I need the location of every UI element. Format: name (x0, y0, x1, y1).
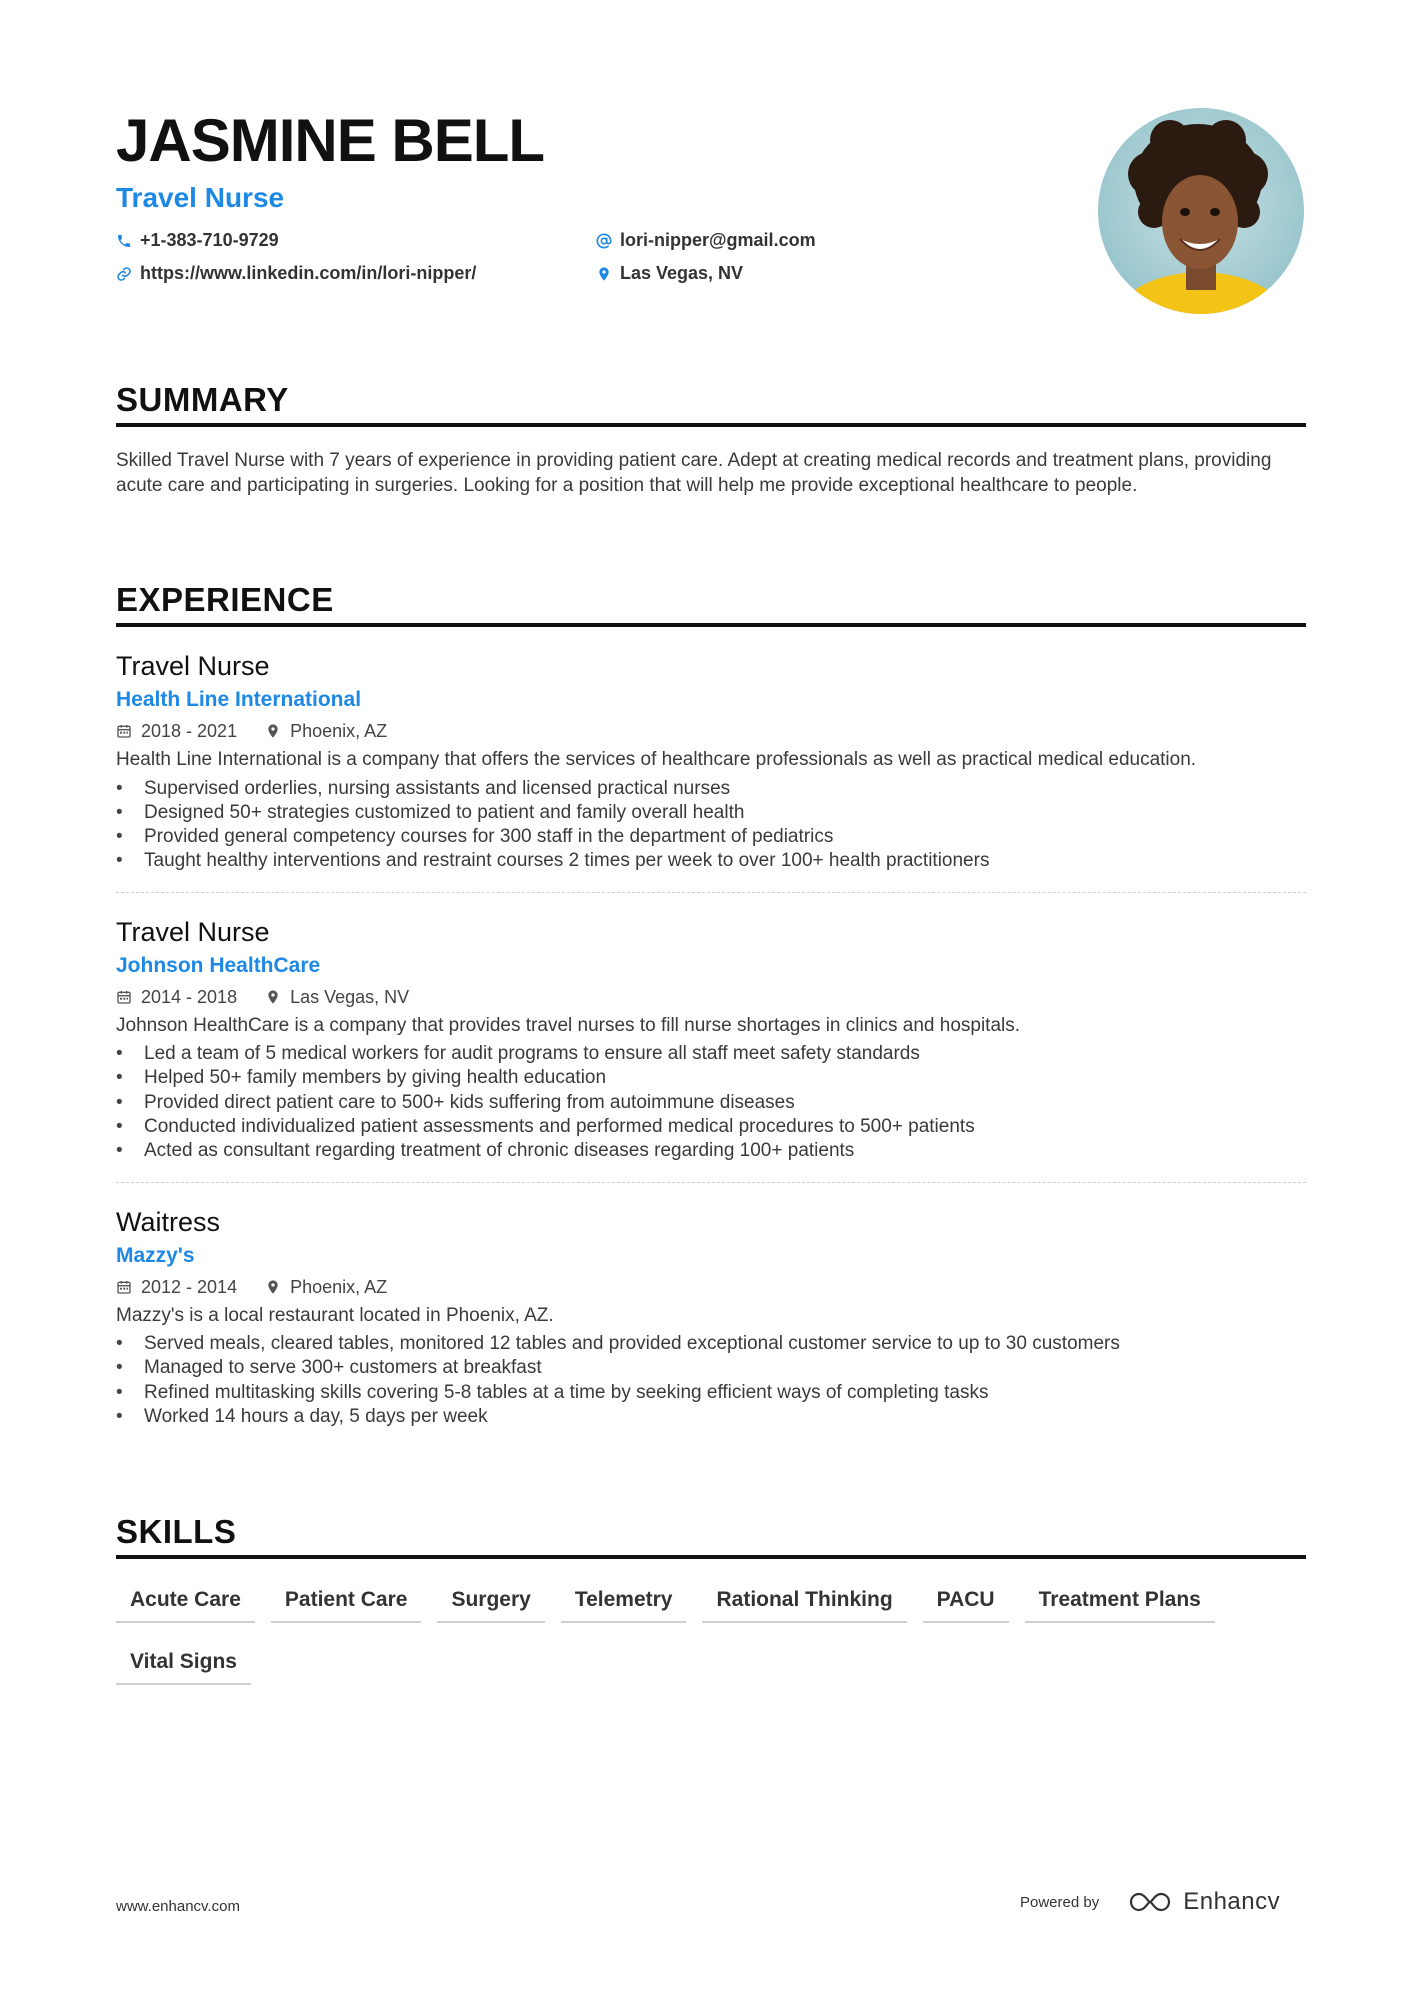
job-dates (116, 717, 237, 745)
contact-linkedin[interactable] (116, 263, 596, 284)
skill-tag: Surgery (437, 1581, 544, 1623)
achievement-item: • Helped 50+ family members by giving health education (116, 1066, 1306, 1090)
phone-text: +1-383-710-9729 (140, 230, 279, 250)
calendar-icon (116, 1279, 132, 1295)
achievement-list (116, 777, 1306, 874)
contact-email[interactable] (596, 230, 996, 251)
skill-tag: Treatment Plans (1025, 1581, 1215, 1623)
brand-name: Enhancv (1183, 1888, 1281, 1915)
achievement-item: • Served meals, cleared tables, monitored 12 tables and provided exceptional customer service to up to 30 customers (116, 1332, 1306, 1356)
skill-tag: PACU (923, 1581, 1009, 1623)
summary-heading: SUMMARY (116, 380, 1306, 427)
map-pin-icon (596, 266, 612, 282)
job-location-text: Las Vegas, NV (290, 986, 410, 1007)
link-icon (116, 266, 132, 282)
company-name[interactable]: Mazzy's (116, 1243, 195, 1267)
candidate-role: Travel Nurse (116, 182, 285, 213)
job-title: Waitress (116, 1206, 221, 1237)
job-dates-text: 2018 - 2021 (141, 721, 238, 741)
company-name[interactable]: Johnson HealthCare (116, 953, 321, 977)
company-description: Health Line International is a company that offers the services of healthcare professionals as well as practical medical education. (116, 749, 1197, 770)
job-dates-text: 2012 - 2014 (141, 1276, 238, 1297)
linkedin-text: https://www.linkedin.com/in/lori-nipper/ (140, 263, 477, 283)
achievement-item: • Provided direct patient care to 500+ kids suffering from autoimmune diseases (116, 1091, 1306, 1115)
location-text: Las Vegas, NV (620, 263, 744, 283)
job-dates (116, 983, 237, 1011)
contact-location (596, 263, 996, 284)
map-pin-icon (265, 1279, 281, 1295)
infinity-logo-icon (1127, 1889, 1173, 1915)
company-description: Johnson HealthCare is a company that provides travel nurses to fill nurse shortages in clinics and hospitals. (116, 1014, 1021, 1036)
summary-section (116, 380, 1306, 498)
map-pin-icon (265, 989, 281, 1005)
job-location (265, 1273, 387, 1301)
job-meta (116, 717, 1306, 745)
experience-heading: EXPERIENCE (116, 580, 1306, 627)
candidate-name: JASMINE BELL (116, 107, 545, 174)
skill-tag: Rational Thinking (702, 1581, 906, 1623)
experience-entry (116, 1183, 1306, 1448)
footer-website[interactable]: www.enhancv.com (116, 1898, 240, 1915)
job-meta (116, 1273, 1306, 1301)
skills-list (116, 1581, 1306, 1685)
experience-entry (116, 627, 1306, 893)
experience-section (116, 580, 1306, 1447)
footer-branding (1020, 1888, 1280, 1916)
achievement-list (116, 1332, 1306, 1429)
company-name[interactable]: Health Line International (116, 688, 362, 711)
job-location (265, 717, 387, 745)
job-title: Travel Nurse (116, 916, 270, 947)
skills-section (116, 1512, 1306, 1685)
achievement-item: • Acted as consultant regarding treatment of chronic diseases regarding 100+ patients (116, 1139, 1306, 1163)
calendar-icon (116, 989, 132, 1005)
job-location-text: Phoenix, AZ (290, 1276, 388, 1297)
job-location (265, 983, 409, 1011)
achievement-item: • Worked 14 hours a day, 5 days per week (116, 1405, 1306, 1429)
powered-by-label: Powered by (1020, 1893, 1100, 1911)
achievement-item: • Supervised orderlies, nursing assistants and licensed practical nurses (116, 777, 1306, 801)
phone-icon (116, 233, 132, 249)
experience-entry (116, 893, 1306, 1183)
at-icon (596, 233, 612, 249)
skill-tag: Acute Care (116, 1581, 255, 1623)
achievement-item: • Designed 50+ strategies customized to patient and family overall health (116, 801, 1306, 825)
achievement-item: • Conducted individualized patient assessments and performed medical procedures to 500+ patients (116, 1115, 1306, 1139)
avatar-illustration (1098, 108, 1304, 314)
company-description: Mazzy's is a local restaurant located in Phoenix, AZ. (116, 1304, 554, 1326)
email-text: lori-nipper@gmail.com (620, 230, 816, 250)
achievement-list (116, 1042, 1306, 1163)
skills-heading: SKILLS (116, 1512, 1306, 1559)
achievement-item: • Taught healthy interventions and restraint courses 2 times per week to over 100+ health practitioners (116, 849, 1306, 873)
job-dates-text: 2014 - 2018 (141, 986, 238, 1007)
profile-photo (1098, 108, 1304, 314)
job-dates (116, 1273, 237, 1301)
summary-text: Skilled Travel Nurse with 7 years of experience in providing patient care. Adept at creating medical records and treatment plans, providing acute care and participating in surgeries. Looking for a position that will help me provide exceptional healthcare to people. (116, 450, 1272, 496)
contact-phone[interactable] (116, 230, 596, 251)
calendar-icon (116, 723, 132, 739)
achievement-item: • Managed to serve 300+ customers at breakfast (116, 1356, 1306, 1380)
achievement-item: • Led a team of 5 medical workers for audit programs to ensure all staff meet safety standards (116, 1042, 1306, 1066)
skill-tag: Telemetry (561, 1581, 687, 1623)
skill-tag: Vital Signs (116, 1643, 251, 1685)
achievement-item: • Refined multitasking skills covering 5-8 tables at a time by seeking efficient ways of completing tasks (116, 1381, 1306, 1405)
brand-logo[interactable] (1127, 1888, 1280, 1916)
skill-tag: Patient Care (271, 1581, 422, 1623)
achievement-item: • Provided general competency courses for 300 staff in the department of pediatrics (116, 825, 1306, 849)
job-location-text: Phoenix, AZ (290, 721, 388, 741)
job-meta (116, 983, 1306, 1011)
job-title: Travel Nurse (116, 651, 270, 681)
map-pin-icon (265, 723, 281, 739)
